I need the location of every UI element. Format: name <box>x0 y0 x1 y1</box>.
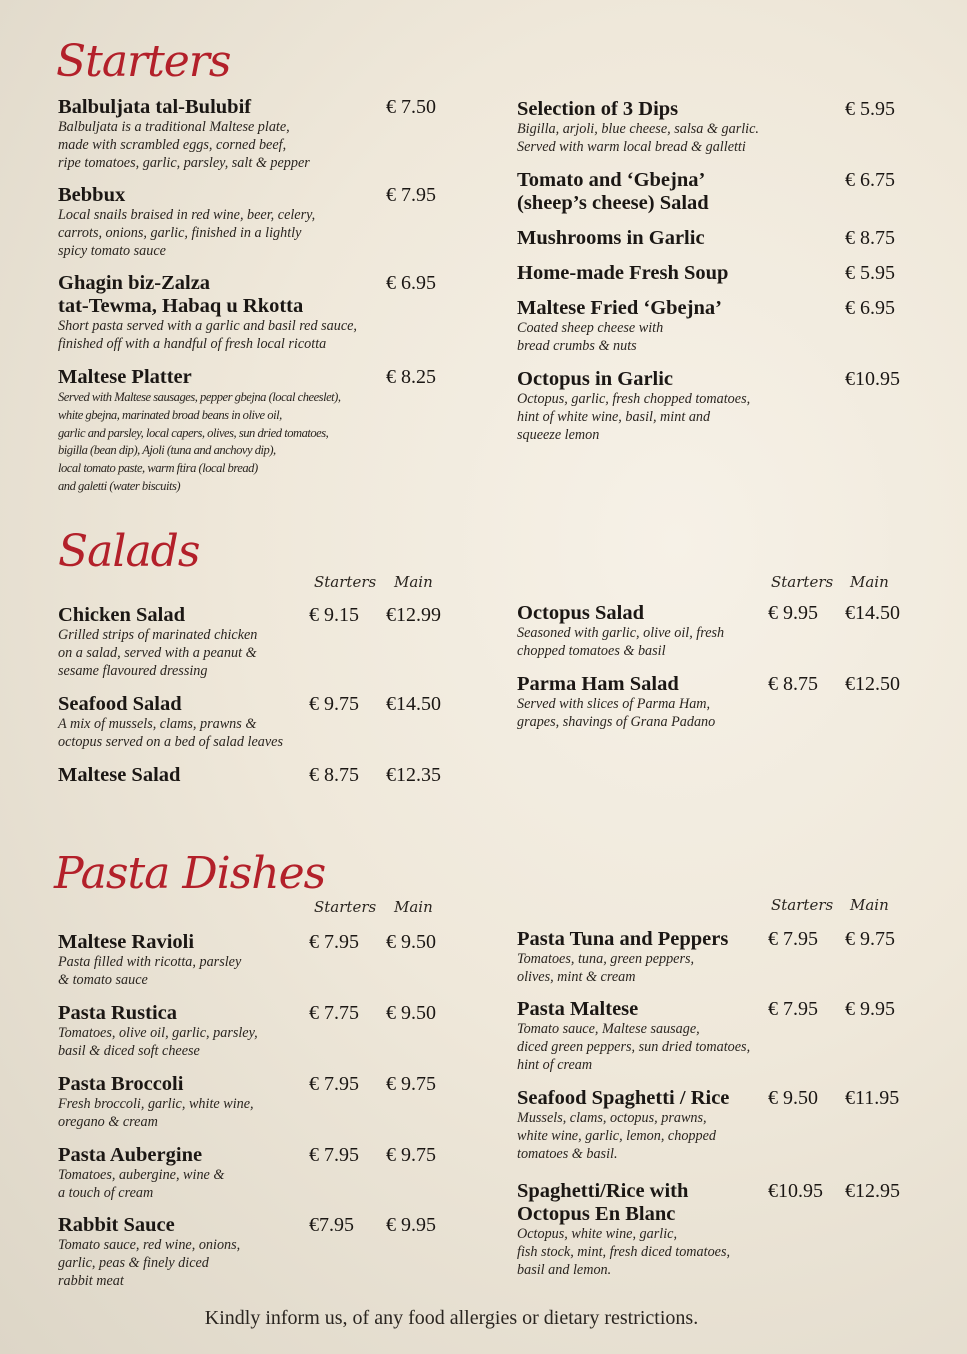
item-name: Parma Ham Salad <box>517 673 679 695</box>
item-description: Served with Maltese sausages, pepper gbejna (local cheeslet), white gbejna, marinated broad beans in olive oil, garlic and parsley, local capers, olives, sun dried tomatoes, bigilla (bean dip), Ajoli (tuna and anchovy dip), local tomato paste, warm ftira (local bread) and galetti (water biscuits) <box>58 390 341 493</box>
menu-item <box>58 604 308 680</box>
column-header-starters: Starters <box>314 898 377 916</box>
item-price-main: € 9.95 <box>845 998 895 1020</box>
menu-item <box>517 673 767 732</box>
menu-item <box>517 368 837 444</box>
item-price-starter: € 9.95 <box>768 602 818 624</box>
item-price-starter: € 7.95 <box>309 1144 359 1166</box>
column-header-main: Main <box>394 573 433 591</box>
item-price-main: €12.35 <box>386 764 441 786</box>
menu-item <box>517 262 837 285</box>
item-price-main: €14.50 <box>845 602 900 624</box>
item-price-main: €14.50 <box>386 693 441 715</box>
item-description: Tomatoes, aubergine, wine & a touch of cream <box>58 1167 225 1201</box>
column-header-main: Main <box>394 898 433 916</box>
item-price-main: € 9.50 <box>386 931 436 953</box>
menu-item <box>58 693 308 752</box>
item-price-main: € 9.95 <box>386 1214 436 1236</box>
menu-item <box>58 366 383 496</box>
menu-item <box>517 1087 767 1163</box>
item-price-starter: € 7.95 <box>768 998 818 1020</box>
allergy-notice: Kindly inform us, of any food allergies or dietary restrictions. <box>204 1307 699 1329</box>
menu-item <box>517 98 837 157</box>
item-description: Mussels, clams, octopus, prawns, white wine, garlic, lemon, chopped tomatoes & basil. <box>517 1110 716 1162</box>
item-description: Tomato sauce, red wine, onions, garlic, peas & finely diced rabbit meat <box>58 1237 241 1289</box>
item-price-starter: € 7.95 <box>309 931 359 953</box>
item-price: € 8.75 <box>845 227 895 249</box>
item-price: € 7.50 <box>386 96 436 118</box>
menu-item <box>517 169 837 215</box>
menu-item <box>58 1073 308 1132</box>
menu-item <box>58 1214 308 1290</box>
item-name: Pasta Broccoli <box>58 1073 184 1095</box>
item-description: Local snails braised in red wine, beer, celery, carrots, onions, garlic, finished in a lightly spicy tomato sauce <box>58 207 316 259</box>
item-name: Balbuljata tal-Bulubif <box>58 96 252 118</box>
item-name: Chicken Salad <box>58 604 186 626</box>
menu-item <box>58 184 378 260</box>
menu-item <box>58 931 308 990</box>
column-header-main: Main <box>850 573 889 591</box>
item-price: € 5.95 <box>845 262 895 284</box>
item-name: Selection of 3 Dips <box>517 98 679 120</box>
item-price-main: € 9.75 <box>845 928 895 950</box>
item-description: Octopus, garlic, fresh chopped tomatoes, hint of white wine, basil, mint and squeeze lemon <box>517 391 751 443</box>
item-description: Tomato sauce, Maltese sausage, diced green peppers, sun dried tomatoes, hint of cream <box>517 1021 751 1073</box>
item-description: Served with slices of Parma Ham, grapes, shavings of Grana Padano <box>517 696 716 730</box>
column-header-starters: Starters <box>314 573 377 591</box>
item-price: € 6.75 <box>845 169 895 191</box>
item-description: Tomatoes, tuna, green peppers, olives, mint & cream <box>517 951 695 985</box>
item-description: A mix of mussels, clams, prawns & octopus served on a bed of salad leaves <box>58 716 283 750</box>
menu-item <box>58 1002 308 1061</box>
item-name: Pasta Aubergine <box>58 1144 203 1166</box>
item-description: Seasoned with garlic, olive oil, fresh chopped tomatoes & basil <box>517 625 725 659</box>
item-price-starter: € 8.75 <box>309 764 359 786</box>
item-name: Seafood Salad <box>58 693 182 715</box>
item-price-starter: €7.95 <box>309 1214 354 1236</box>
item-name: Octopus Salad <box>517 602 645 624</box>
item-name: Maltese Platter <box>58 366 192 388</box>
item-price-starter: €10.95 <box>768 1180 823 1202</box>
item-description: Fresh broccoli, garlic, white wine, oregano & cream <box>58 1096 254 1130</box>
section-title-pasta: Pasta Dishes <box>54 848 326 899</box>
item-price: € 7.95 <box>386 184 436 206</box>
item-name: Pasta Rustica <box>58 1002 178 1024</box>
item-name: Mushrooms in Garlic <box>517 227 705 249</box>
item-price-starter: € 7.95 <box>768 928 818 950</box>
item-description: Short pasta served with a garlic and basil red sauce, finished off with a handful of fresh local ricotta <box>58 318 357 352</box>
menu-item <box>517 1180 767 1279</box>
item-price-main: € 9.75 <box>386 1073 436 1095</box>
item-name: Ghagin biz-Zalza tat-Tewma, Habaq u Rkotta <box>58 272 304 317</box>
item-name: Pasta Tuna and Peppers <box>517 928 729 950</box>
menu-item <box>517 998 772 1074</box>
item-price: €10.95 <box>845 368 900 390</box>
item-price-main: €11.95 <box>845 1087 900 1109</box>
column-header-starters: Starters <box>771 896 834 914</box>
item-name: Pasta Maltese <box>517 998 639 1020</box>
item-name: Maltese Salad <box>58 764 181 786</box>
item-description: Bigilla, arjoli, blue cheese, salsa & garlic. Served with warm local bread & galletti <box>517 121 759 155</box>
menu-item <box>517 602 767 661</box>
section-title-salads: Salads <box>58 526 200 577</box>
item-price-starter: € 8.75 <box>768 673 818 695</box>
item-price: € 6.95 <box>845 297 895 319</box>
menu-item <box>517 227 837 250</box>
menu-item <box>58 1144 308 1203</box>
item-description: Octopus, white wine, garlic, fish stock, mint, fresh diced tomatoes, basil and lemon. <box>517 1226 731 1278</box>
item-description: Tomatoes, olive oil, garlic, parsley, basil & diced soft cheese <box>58 1025 258 1059</box>
item-name: Spaghetti/Rice with Octopus En Blanc <box>517 1180 689 1225</box>
item-name: Maltese Ravioli <box>58 931 195 953</box>
item-description: Coated sheep cheese with bread crumbs & nuts <box>517 320 664 354</box>
item-price-starter: € 9.75 <box>309 693 359 715</box>
item-price-main: €12.95 <box>845 1180 900 1202</box>
item-price-main: € 9.50 <box>386 1002 436 1024</box>
item-price-main: €12.99 <box>386 604 441 626</box>
item-description: Pasta filled with ricotta, parsley & tomato sauce <box>58 954 242 988</box>
menu-item <box>517 928 767 987</box>
item-price-starter: € 9.50 <box>768 1087 818 1109</box>
item-price-main: €12.50 <box>845 673 900 695</box>
item-price: € 6.95 <box>386 272 436 294</box>
item-price-starter: € 7.75 <box>309 1002 359 1024</box>
item-price-main: € 9.75 <box>386 1144 436 1166</box>
item-name: Octopus in Garlic <box>517 368 674 390</box>
item-price-starter: € 7.95 <box>309 1073 359 1095</box>
item-name: Tomato and ‘Gbejna’ (sheep’s cheese) Salad <box>517 169 709 214</box>
item-description: Grilled strips of marinated chicken on a salad, served with a peanut & sesame flavoured dressing <box>58 627 258 679</box>
menu-item <box>58 272 378 354</box>
menu-item <box>517 297 837 356</box>
item-name: Seafood Spaghetti / Rice <box>517 1087 730 1109</box>
item-price: € 8.25 <box>386 366 436 388</box>
menu-item <box>58 96 378 172</box>
item-price-starter: € 9.15 <box>309 604 359 626</box>
item-name: Maltese Fried ‘Gbejna’ <box>517 297 722 319</box>
item-name: Bebbux <box>58 184 126 206</box>
column-header-starters: Starters <box>771 573 834 591</box>
item-description: Balbuljata is a traditional Maltese plate, made with scrambled eggs, corned beef, ripe tomatoes, garlic, parsley, salt & pepper <box>58 119 310 171</box>
menu-item <box>58 764 308 787</box>
item-name: Home-made Fresh Soup <box>517 262 729 284</box>
item-name: Rabbit Sauce <box>58 1214 175 1236</box>
item-price: € 5.95 <box>845 98 895 120</box>
column-header-main: Main <box>850 896 889 914</box>
section-title-starters: Starters <box>56 36 231 87</box>
